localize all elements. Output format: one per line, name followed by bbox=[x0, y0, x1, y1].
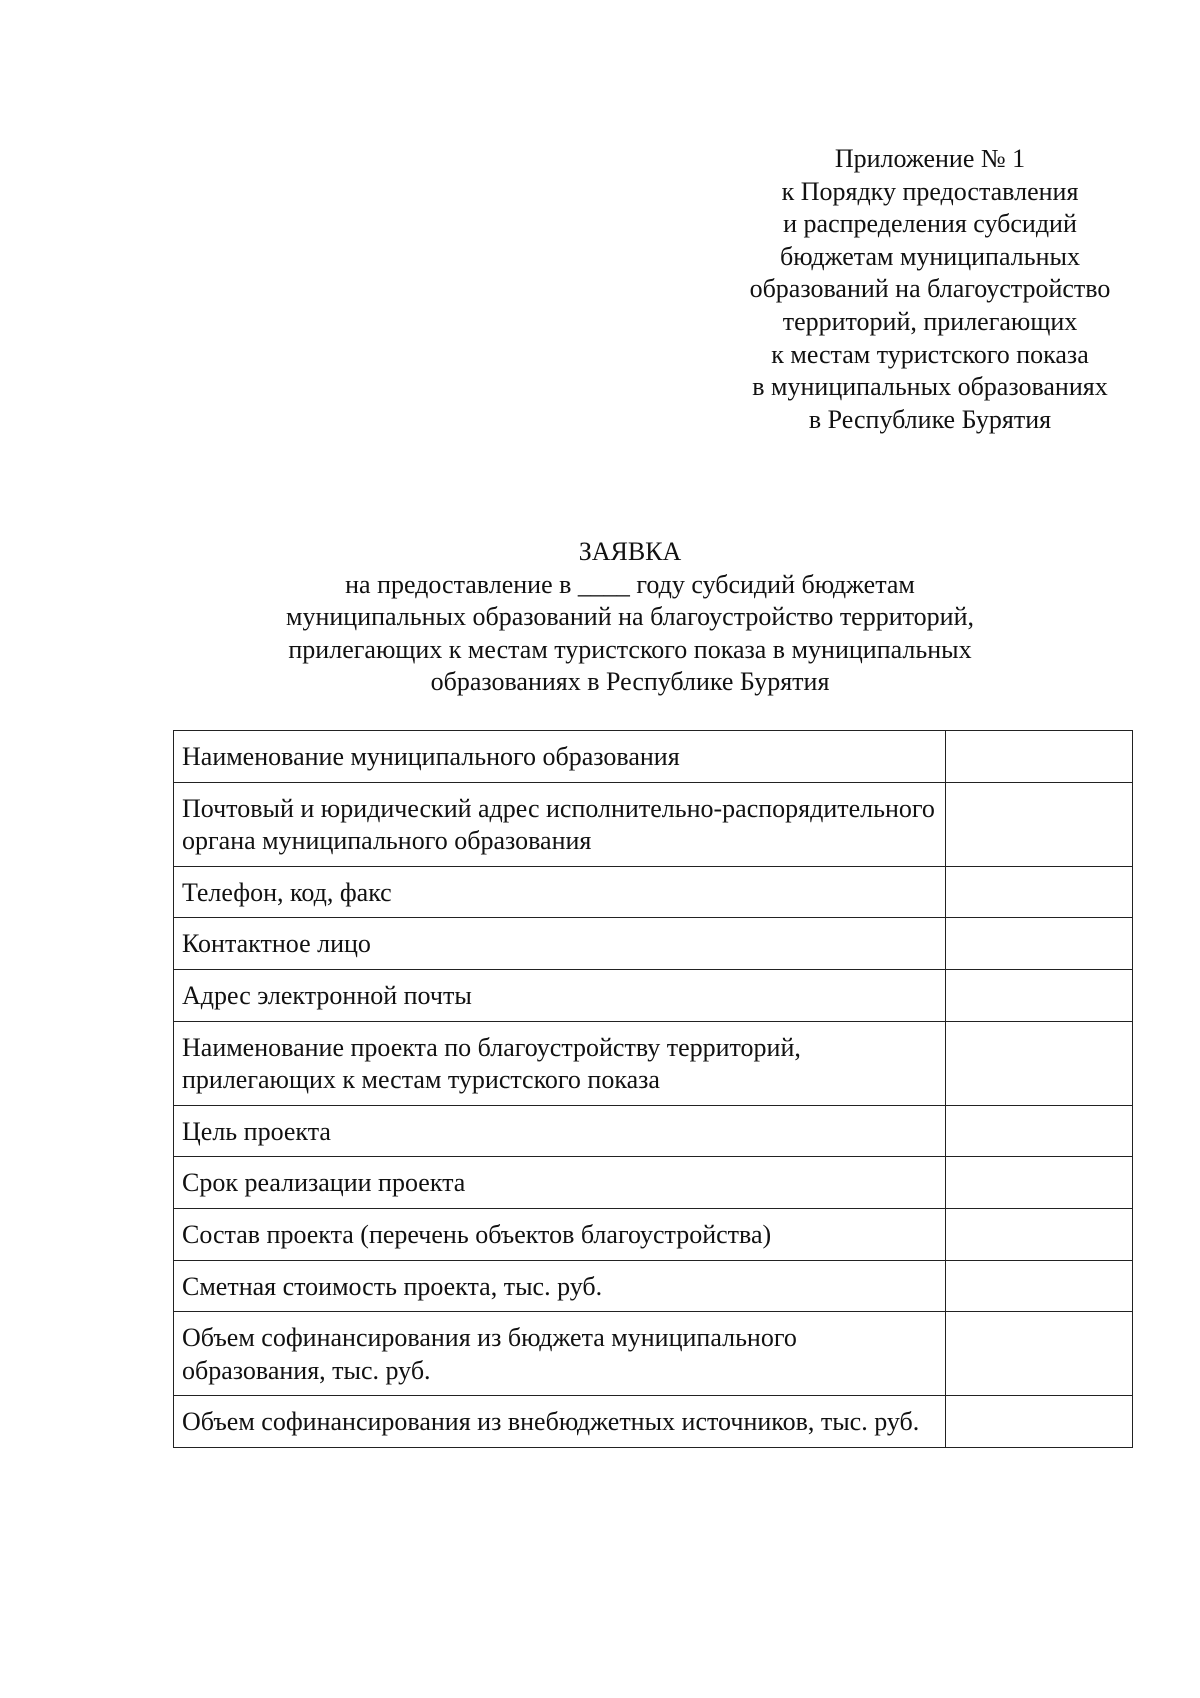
row-value-field[interactable] bbox=[946, 969, 1133, 1021]
appendix-line: в Республике Бурятия bbox=[808, 404, 1052, 434]
document-subtitle-line: прилегающих к местам туристского показа в муниципальных bbox=[288, 634, 972, 664]
row-value-field[interactable] bbox=[946, 918, 1133, 970]
row-label: Почтовый и юридический адрес исполнительно-распорядительного органа муниципального образования bbox=[174, 782, 946, 866]
table-row bbox=[174, 1021, 1133, 1105]
document-subtitle-line: муниципальных образований на благоустройство территорий, bbox=[286, 602, 974, 632]
appendix-line: территорий, прилегающих bbox=[782, 306, 1078, 336]
row-value-field[interactable] bbox=[946, 1157, 1133, 1209]
row-value-field[interactable] bbox=[946, 1260, 1133, 1312]
table-row bbox=[174, 918, 1133, 970]
row-label: Наименование муниципального образования bbox=[174, 731, 946, 783]
table-row bbox=[174, 866, 1133, 918]
table-row bbox=[174, 1105, 1133, 1157]
row-label: Объем софинансирования из бюджета муниципального образования, тыс. руб. bbox=[174, 1312, 946, 1396]
row-label: Объем софинансирования из внебюджетных источников, тыс. руб. bbox=[174, 1396, 946, 1448]
table-row bbox=[174, 969, 1133, 1021]
row-value-field[interactable] bbox=[946, 1312, 1133, 1396]
document-heading: ЗАЯВКА bbox=[578, 537, 682, 566]
row-value-field[interactable] bbox=[946, 731, 1133, 783]
table-row bbox=[174, 1260, 1133, 1312]
row-label: Срок реализации проекта bbox=[174, 1157, 946, 1209]
row-label: Телефон, код, факс bbox=[174, 866, 946, 918]
row-value-field[interactable] bbox=[946, 1396, 1133, 1448]
appendix-line: Приложение № 1 bbox=[834, 144, 1026, 173]
row-label: Наименование проекта по благоустройству территорий, прилегающих к местам туристского показа bbox=[174, 1021, 946, 1105]
row-value-field[interactable] bbox=[946, 1208, 1133, 1260]
table-row bbox=[174, 1312, 1133, 1396]
appendix-line: образований на благоустройство bbox=[749, 274, 1111, 304]
appendix-line: и распределения субсидий bbox=[783, 209, 1077, 239]
document-subtitle-line: образованиях в Республике Бурятия bbox=[430, 667, 830, 697]
appendix-line: к местам туристского показа bbox=[771, 339, 1089, 369]
table-row bbox=[174, 782, 1133, 866]
document-title-block bbox=[200, 536, 1060, 699]
row-value-field[interactable] bbox=[946, 1105, 1133, 1157]
table-row bbox=[174, 1396, 1133, 1448]
appendix-line: бюджетам муниципальных bbox=[780, 241, 1080, 271]
row-label: Цель проекта bbox=[174, 1105, 946, 1157]
row-value-field[interactable] bbox=[946, 1021, 1133, 1105]
row-label: Состав проекта (перечень объектов благоустройства) bbox=[174, 1208, 946, 1260]
appendix-line: в муниципальных образованиях bbox=[752, 372, 1108, 402]
row-label: Адрес электронной почты bbox=[174, 969, 946, 1021]
row-label: Сметная стоимость проекта, тыс. руб. bbox=[174, 1260, 946, 1312]
row-label: Контактное лицо bbox=[174, 918, 946, 970]
table-row bbox=[174, 1208, 1133, 1260]
row-value-field[interactable] bbox=[946, 866, 1133, 918]
row-value-field[interactable] bbox=[946, 782, 1133, 866]
appendix-header bbox=[720, 143, 1140, 436]
appendix-line: к Порядку предоставления bbox=[781, 176, 1079, 206]
table-row bbox=[174, 731, 1133, 783]
application-form-table bbox=[173, 730, 1133, 1448]
document-subtitle-line: на предоставление в ____ году субсидий бюджетам bbox=[345, 569, 915, 599]
table-row bbox=[174, 1157, 1133, 1209]
